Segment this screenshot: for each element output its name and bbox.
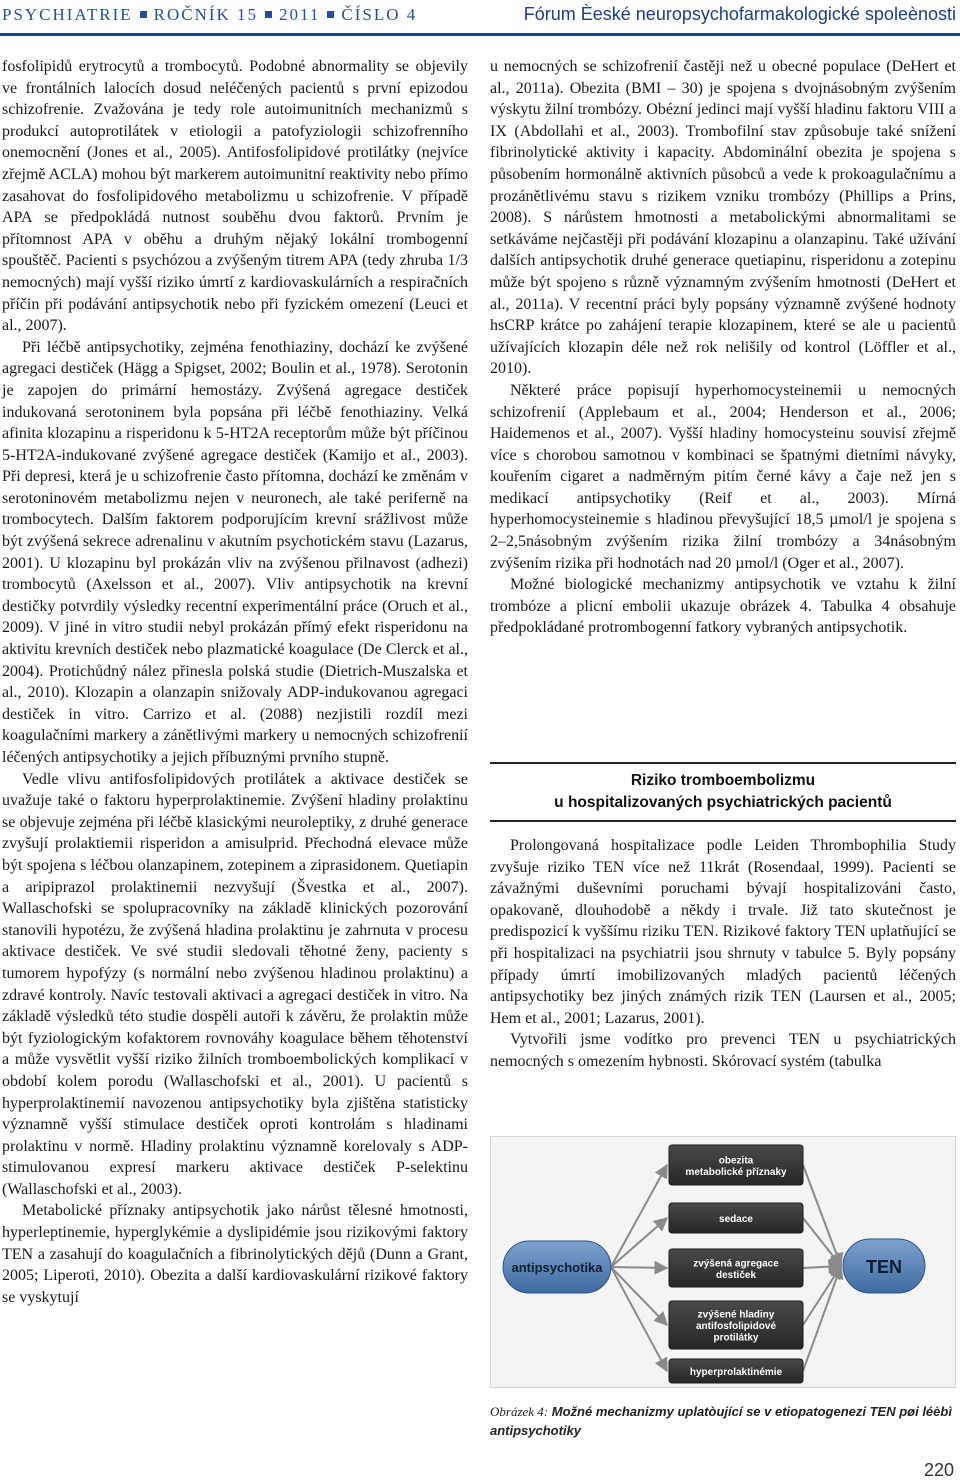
separator-square-icon [140,11,147,18]
mechanism-label: metabolické příznaky [685,1166,787,1178]
arrow-to-mechanism [611,1267,667,1371]
section-rule-bottom [490,820,956,822]
arrow-to-ten [803,1266,841,1371]
journal-year: 2011 [279,5,321,24]
mechanism-label: zvýšená agregace [693,1258,779,1270]
paragraph: Prolongovaná hospitalizace podle Leiden Thrombophilia Study zvyšuje riziko TEN více než 11krát (Rosendaal, 1999). Pacienti se závažnými duševními poruchami bývají hospitalizováni často, opakovaně, dlouhodobě a někdy i trvale. Již tato skutečnost je predispozicí k vyššímu riziku TEN. Rizikové faktory TEN uplatňující se při hospitalizaci na psychiatrii jsou shrnuty v tabulce 5. Byly popsány případy úmrtí imobilizovaných mladých pacientů léčených antipsychotiky bez jiných známých rizik TEN (Laursen et al., 2005; Hem et al., 2001; Lazarus, 2001). [490,837,956,1027]
diagram-canvas [491,1137,957,1389]
diagram-mechanism-boxes [669,1145,803,1383]
paragraph: Vytvořili jsme vodítko pro prevenci TEN u psychiatrických nemocných s omezením hybnosti. Skórovací systém (tabulka [490,1031,956,1070]
mechanism-box [669,1249,803,1287]
paragraph: Metabolické příznaky antipsychotik jako nárůst tělesné hmotnosti, hyperleptinemie, hyperglykémie a dyslipidémie jsou rizikovými faktory TEN a zasahují do koagulačních a fibrinolytických dějů (Dunn a Grant, 2005; Liperoti, 2010). Obezita a další kardiovaskulární rizikové faktory se vyskytují [2,1202,468,1306]
journal-volume: ROČNÍK 15 [153,5,259,24]
mechanism-box [669,1203,803,1233]
mechanism-label: obezita [718,1155,754,1167]
arrow-to-mechanism [611,1267,667,1325]
arrow-to-ten [803,1218,841,1266]
page-header [0,0,960,34]
arrow-to-mechanism [611,1267,667,1268]
paragraph: Některé práce popisují hyperhomocysteinemii u nemocných schizofrenií (Applebaum et al., 2004; Henderson et al., 2006; Haidemenos et al., 2007). Vyšší hladiny homocysteinu souvisí zřejmě více s chorobou samotnou v kombinaci se špatnými dietními návyky, kouřením cigaret a nadměrným pitím černé kávy a čaje než jen s medikací antipsychotiky (Reif et al., 2003). Mírná hyperhomocysteinemie s hladinou převyšující 18,5 µmol/l je spojena s 2–2,5násobným zvýšením rizika žilní trombózy a 34násobným zvýšením rizika při hodnotách nad 20 µmol/l (Oger et al., 2007). [490,381,956,572]
arrow-to-ten [803,1266,841,1268]
node-ten [843,1239,925,1293]
mechanism-box [669,1359,803,1383]
mechanism-label: hyperprolaktinémie [689,1367,783,1378]
header-divider [0,33,960,36]
mechanism-label: antifosfolipidové [696,1321,776,1332]
right-text-column [490,56,956,639]
mechanism-box [669,1301,803,1349]
section-heading-line: u hospitalizovaných psychiatrických pacientů [554,794,892,811]
separator-square-icon [265,11,272,18]
figure-caption-label: Obrázek 4: [490,1404,549,1419]
journal-name: PSYCHIATRIE [2,5,133,24]
section-rule-top [490,762,956,764]
page-number: 220 [923,1460,954,1480]
node-antipsychotika-label: antipsychotika [511,1260,603,1275]
figure-caption-text: Možné mechanizmy uplatòující se v etiopatogenezi TEN pøi léèbì antipsychotiky [490,1404,952,1438]
arrow-to-mechanism [611,1218,667,1267]
figure-caption [490,1402,956,1440]
mechanism-label: destiček [715,1269,757,1281]
left-text-column [2,56,468,1308]
mechanism-label: sedace [719,1214,753,1225]
node-antipsychotika [503,1241,611,1293]
section-body [490,835,956,1073]
mechanism-diagram [490,1136,956,1388]
society-name: Fórum Èeské neuropsychofarmakologické spoleènosti [523,4,956,24]
paragraph: u nemocných se schizofrenií častěji než u obecné populace (DeHert et al., 2011a). Obezita (BMI – 30) je spojena s dvojnásobným zvýšením výskytu žilní trombózy. Obézní jedinci mají vyšší hladinu faktoru VIII a IX (Abdollahi et al., 2003). Trombofilní stav způsobuje také snížení fibrinolytické aktivity i kapacity. Abdominální obezita je spojena s působením hormonálně aktivních působců a vede k prokoagulačnímu a prozánětlivému stavu s rizikem vzniku trombózy (Phillips a Prins, 2008). S nárůstem hmotnosti a metabolickými abnormalitami se setkáváme nejčastěji při podávání klozapinu a olanzapinu. Také užívání dalších antipsychotik druhé generace quetiapinu, risperidonu a zotepinu může být spojeno s různě významným zvýšením hmotnosti (DeHert et al., 2011a). V recentní práci byly popsány významně zvýšené hodnoty hsCRP krátce po zahájení terapie klozapinem, které se ale u pacientů užívajících klozapin déle než rok nelišily od kontrol (Löffler et al., 2010). [490,58,956,378]
journal-issue: ČÍSLO 4 [341,5,418,24]
mechanism-label: protilátky [713,1332,759,1344]
arrow-to-ten [803,1165,841,1266]
node-ten-label: TEN [866,1257,902,1277]
mechanism-box [669,1145,803,1185]
paragraph: Možné biologické mechanizmy antipsychotik ve vztahu k žilní trombóze a plicní embolii ukazuje obrázek 4. Tabulka 4 obsahuje předpokládané protrombogenní fatkory vybraných antipsychotik. [490,576,956,637]
paragraph: fosfolipidů erytrocytů a trombocytů. Podobné abnormality se objevily ve frontálních lalocích dosud neléčených pacientů s první epizodou schizofrenie. Zvažována je tedy role autoimunitních mechanizmů s produkcí autoprotilátek v etiologii a patofyziologii schizofrenního onemocnění (Jones et al., 2005). Antifosfolipidové protilátky (nejvíce zřejmě ACLA) mohou být markerem autoimunitní reaktivity nebo přímo zasahovat do fosfolipidového metabolizmu u schizofrenie. V případě APA se předpokládá nutnost souběhu dvou faktorů. Prvním je přítomnost APA v oběhu a druhým nějaký lokální trombogenní spouštěč. Pacienti s psychózou a zvýšeným titrem APA (tedy zhruba 1/3 nemocných) mají vyšší riziko úmrtí z kardiovaskulárních a respiračních příčin při podávání antipsychotik nebo při fyzickém omezení (Leuci et al., 2007). [2,58,468,335]
section-heading [490,770,956,814]
section-heading-line: Riziko tromboembolizmu [630,772,816,789]
mechanism-label: zvýšené hladiny [697,1309,775,1321]
arrow-to-mechanism [611,1165,667,1267]
paragraph: Vedle vlivu antifosfolipidových protilátek a aktivace destiček se uvažuje také o faktoru hyperprolaktinemie. Zvýšení hladiny prolaktinu se objevuje zejména při léčbě klasickými neuroleptiky, z druhé generace zvyšují prolaktiemii risperidon a amisulprid. Přechodná elevace může být spojena s léčbou olanzapinem, zotepinem a ziprasidonem. Quetiapin a aripiprazol prolaktinemii nezvyšují (Švestka et al., 2007). Wallaschofski se spolupracovníky na základě klinických pozorování stanovili hypotézu, že zvýšená hladina prolaktinu je zahrnuta v procesu aktivace destiček. Ve své studii sledovali těhotné ženy, pacienty s tumorem hypofýzy (s normální nebo zvýšenou hladinou prolaktinu) a zdravé kontroly. Navíc testovali aktivaci a agregaci destiček in vitro. Na základě výsledků této studie dospěli autoři k závěru, že prolaktin může být fyziologickým kofaktorem rovnováhy koagulace během těhotenství a může vysvětlit vyšší riziko žilních tromboembolických komplikací v období kolem porodu (Wallaschofski et al., 2001). U pacientů s hyperprolaktinemií navozenou antipsychotiky byla zjištěna statisticky významně vyšší stimulace destiček oproti kontrolám s hladinami prolaktinu v normě. Hladiny prolaktinu významně korelovaly s ADP-stimulovanou expresí markeru aktivace destiček P-selektinu (Wallaschofski et al., 2003). [2,770,468,1198]
separator-square-icon [327,11,334,18]
journal-masthead [2,5,417,25]
paragraph: Při léčbě antipsychotiky, zejména fenothiaziny, dochází ke zvýšené agregaci destiček (Hägg a Spigset, 2002; Boulin et al., 1978). Serotonin je zapojen do primární hemostázy. Zvýšená agregace destiček indukovaná serotoninem byla popsána při léčbě fenothiaziny. Velká afinita klozapinu a risperidonu k 5-HT2A receptorům může být příčinou 5-HT2A-indukované zvýšené agregace destiček (Kamijo et al., 2003). Při depresi, která je u schizofrenie často přítomna, dochází ke změnám v serotoninovém metabolizmu nejen v neuronech, ale také periferně na trombocytech. Dalším faktorem podporujícím krevní srážlivost může být zvýšená sekrece adrenalinu v akutním psychotickém stavu (Lazarus, 2001). U klozapinu byl prokázán vliv na zvýšenou přilnavost (adhezi) trombocytů (Axelsson et al., 2007). Vliv antipsychotik na krevní destičky potvrdily výsledky recentní experimentální práce (Oruch et al., 2009). V jiné in vitro studii nebyl prokázán přímý efekt risperidonu na aktivitu krevních destiček nebo plazmatické koagulace (De Clerck et al., 2004). Protichůdný nález přinesla polská studie (Dietrich-Muszalska et al., 2010). Klozapin a olanzapin snižovaly ADP-indukovanou agregaci destiček in vitro. Carrizo et al. (2088) nezjistili rozdíl mezi koagulačními markery a zánětlivými markery u nemocných schizofrenií léčených antipsychotiky a jejich příbuznými prvního stupně. [2,338,468,766]
